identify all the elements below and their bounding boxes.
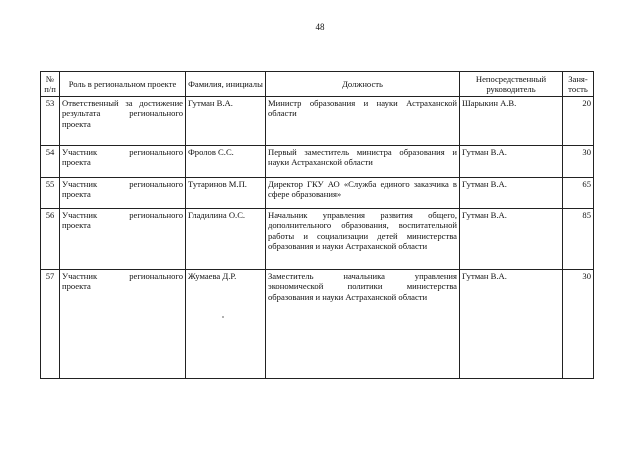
cell-workload: 20	[563, 97, 594, 146]
cell-supervisor: Гутман В.А.	[460, 146, 563, 178]
cell-position: Заместитель начальника управления экономической политики министерства образования и науки Астраханской области	[266, 270, 460, 379]
cell-num: 57	[41, 270, 60, 379]
table-row	[41, 97, 594, 146]
cell-name: Гутман В.А.	[186, 97, 266, 146]
header-supervisor: Непосредственный руководитель	[460, 72, 563, 97]
cell-role: Участник регионального проекта	[60, 209, 186, 270]
cell-num: 54	[41, 146, 60, 178]
table-row	[41, 209, 594, 270]
cell-workload: 30	[563, 270, 594, 379]
cell-position: Первый заместитель министра образования и науки Астраханской области	[266, 146, 460, 178]
cell-supervisor: Гутман В.А.	[460, 270, 563, 379]
cell-name: Тутаринов М.П.	[186, 178, 266, 209]
cell-name: Жумаева Д.Р.	[186, 270, 266, 379]
scan-speck	[222, 316, 224, 318]
cell-workload: 85	[563, 209, 594, 270]
cell-position: Министр образования и науки Астраханской области	[266, 97, 460, 146]
page-number: 48	[315, 22, 325, 32]
table-header-row	[41, 72, 594, 97]
cell-num: 53	[41, 97, 60, 146]
table-row	[41, 178, 594, 209]
cell-supervisor: Гутман В.А.	[460, 178, 563, 209]
cell-position: Директор ГКУ АО «Служба единого заказчика в сфере образования»	[266, 178, 460, 209]
cell-role: Участник регионального проекта	[60, 178, 186, 209]
header-workload: Заня-тость	[563, 72, 594, 97]
cell-supervisor: Гутман В.А.	[460, 209, 563, 270]
header-num: № п/п	[41, 72, 60, 97]
cell-num: 56	[41, 209, 60, 270]
cell-role: Ответственный за достижение результата регионального проекта	[60, 97, 186, 146]
cell-workload: 30	[563, 146, 594, 178]
header-position: Должность	[266, 72, 460, 97]
project-staff-table	[40, 71, 594, 379]
table-row	[41, 146, 594, 178]
cell-name: Гладилина О.С.	[186, 209, 266, 270]
table-row	[41, 270, 594, 379]
cell-supervisor: Шарыкин А.В.	[460, 97, 563, 146]
cell-workload: 65	[563, 178, 594, 209]
header-role: Роль в региональном проекте	[60, 72, 186, 97]
cell-name: Фролов С.С.	[186, 146, 266, 178]
header-name: Фамилия, инициалы	[186, 72, 266, 97]
cell-num: 55	[41, 178, 60, 209]
cell-position: Начальник управления развития общего, дополнительного образования, воспитательной работы и социализации детей министерства образования и науки Астраханской области	[266, 209, 460, 270]
cell-role: Участник регионального проекта	[60, 270, 186, 379]
cell-role: Участник регионального проекта	[60, 146, 186, 178]
